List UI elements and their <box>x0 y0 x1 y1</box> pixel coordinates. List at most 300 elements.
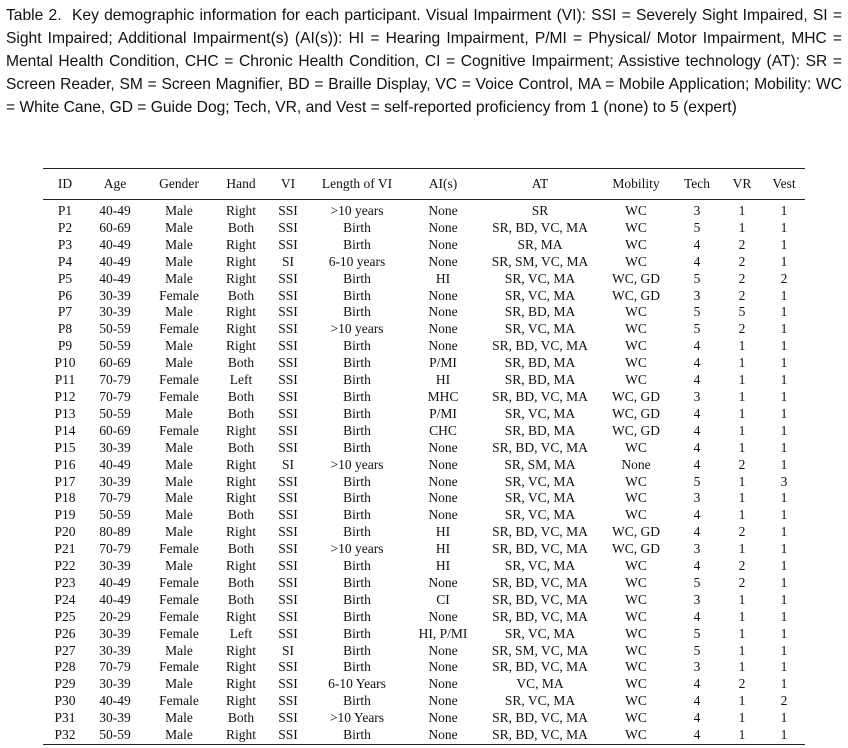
table-cell: SSI <box>278 219 298 235</box>
table-cell: Right <box>225 490 256 506</box>
table-cell: Birth <box>343 236 371 252</box>
table-cell: 30-39 <box>99 473 131 489</box>
table-row <box>43 490 805 507</box>
table-cell: Left <box>229 372 253 388</box>
table-cell: Birth <box>343 574 371 590</box>
header-row <box>43 169 805 200</box>
table-header <box>43 169 805 200</box>
table-cell: 1 <box>780 203 788 218</box>
table-cell: 3 <box>693 659 701 675</box>
table-cell: 1 <box>780 422 788 438</box>
table-cell: 1 <box>780 287 788 303</box>
table-cell: WC <box>625 608 647 624</box>
table-cell: SI <box>281 456 294 472</box>
table-cell: WC <box>625 253 647 269</box>
table-cell: 2 <box>738 574 746 590</box>
table-cell: P14 <box>54 422 76 438</box>
table-cell: P/MI <box>429 355 457 371</box>
table-cell: P11 <box>54 372 76 388</box>
table-cell: None <box>428 676 458 692</box>
table-cell: HI <box>435 372 451 388</box>
table-row <box>43 524 805 541</box>
table-cell: 1 <box>780 727 788 743</box>
table-cell: 1 <box>780 439 788 455</box>
table-cell: 60-69 <box>99 355 131 371</box>
table-cell: Birth <box>343 473 371 489</box>
table-cell: 1 <box>738 727 746 743</box>
table-cell: WC <box>625 304 647 320</box>
table-cell: 4 <box>693 439 701 455</box>
table-cell: SR, VC, MA <box>504 287 576 303</box>
table-cell: Both <box>227 355 255 371</box>
table-cell: 2 <box>738 321 746 337</box>
table-cell: 40-49 <box>99 693 131 709</box>
table-cell: Right <box>225 422 256 438</box>
table-row <box>43 423 805 440</box>
table-cell: WC <box>625 507 647 523</box>
table-row <box>43 440 805 457</box>
table-cell: 1 <box>738 219 746 235</box>
table-cell: SR, VC, MA <box>504 473 576 489</box>
table-cell: 60-69 <box>99 422 131 438</box>
table-row <box>43 558 805 575</box>
table-cell: None <box>428 203 458 218</box>
table-cell: 3 <box>693 388 701 404</box>
table-cell: SR, BD, MA <box>504 372 576 388</box>
table-cell: Male <box>165 524 193 540</box>
table-row <box>43 372 805 389</box>
table-cell: 20-29 <box>99 608 131 624</box>
table-cell: 1 <box>738 439 746 455</box>
table-cell: None <box>428 473 458 489</box>
table-cell: None <box>428 710 458 726</box>
table-cell: Female <box>159 372 199 388</box>
table-cell: 2 <box>738 287 746 303</box>
table-cell: 1 <box>738 659 746 675</box>
table-cell: Male <box>165 338 193 354</box>
table-cell: P20 <box>54 524 76 540</box>
column-header: Tech <box>683 176 711 191</box>
table-cell: P5 <box>57 270 73 286</box>
table-cell: 70-79 <box>99 490 131 506</box>
table-cell: SSI <box>278 625 298 641</box>
table-cell: WC <box>625 710 647 726</box>
table-cell: 1 <box>780 710 788 726</box>
table-cell: Right <box>225 727 256 743</box>
table-cell: SSI <box>278 338 298 354</box>
table-cell: Birth <box>343 355 371 371</box>
table-cell: SSI <box>278 490 298 506</box>
table-cell: 30-39 <box>99 642 131 658</box>
table-cell: HI <box>435 524 451 540</box>
table-row <box>43 254 805 271</box>
table-cell: WC, GD <box>612 524 660 540</box>
table-cell: SR, SM, VC, MA <box>491 253 589 269</box>
table-cell: P28 <box>54 659 76 675</box>
table-row <box>43 457 805 474</box>
table-cell: 1 <box>780 405 788 421</box>
table-cell: None <box>428 338 458 354</box>
table-cell: 50-59 <box>99 321 131 337</box>
table-cell: SSI <box>278 608 298 624</box>
column-header: Mobility <box>612 176 660 191</box>
table-cell: Birth <box>343 558 371 574</box>
table-cell: None <box>428 727 458 743</box>
table-cell: 1 <box>738 422 746 438</box>
table-cell: P13 <box>54 405 76 421</box>
caption-text: Key demographic information for each participant. Visual Impairment (VI): SSI = Severely Sight Impaired, SI = Sight Impaired; Additional Impairment(s) (AI(s)): HI = Hearing Impairment, P/MI = Physical/ Motor Impairment, MHC = Mental Health Condition, CHC = Chronic Health Condition, CI = Cognitive Impairment; Assistive technology (AT): SR = Screen Reader, SM = Screen Magnifier, BD = Braille Display, VC = Voice Control, MA = Mobile Application; Mobility: WC = White Cane, GD = Guide Dog; Tech, VR, and Vest = self-reported proficiency from 1 (none) to 5 (expert) <box>6 7 842 116</box>
table-cell: WC <box>625 338 647 354</box>
table-cell: WC, GD <box>612 541 660 557</box>
table-cell: Right <box>225 558 256 574</box>
table-cell: SR, BD, VC, MA <box>492 591 588 607</box>
table-row <box>43 355 805 372</box>
table-cell: 4 <box>693 710 701 726</box>
table-cell: 3 <box>693 203 701 218</box>
table-cell: WC, GD <box>612 405 660 421</box>
table-cell: Female <box>159 693 199 709</box>
table-cell: SR, BD, VC, MA <box>492 439 588 455</box>
table-cell: SR, BD, VC, MA <box>492 338 588 354</box>
table-cell: P1 <box>57 203 73 218</box>
table-cell: Right <box>225 203 256 218</box>
table-cell: 70-79 <box>99 372 131 388</box>
table-cell: Right <box>225 642 256 658</box>
table-cell: SSI <box>278 304 298 320</box>
table-cell: Both <box>227 541 255 557</box>
table-cell: SR, BD, MA <box>504 355 576 371</box>
table-cell: Birth <box>343 507 371 523</box>
table-cell: 1 <box>738 693 746 709</box>
table-row <box>43 304 805 321</box>
table-cell: P2 <box>57 219 73 235</box>
table-cell: Birth <box>343 524 371 540</box>
table-cell: WC <box>625 219 647 235</box>
table-cell: None <box>428 253 458 269</box>
table-cell: Male <box>165 473 193 489</box>
table-cell: >10 years <box>330 541 384 557</box>
table-cell: >10 years <box>330 321 384 337</box>
table-cell: Right <box>225 270 256 286</box>
table-cell: SSI <box>278 388 298 404</box>
column-header: VI <box>280 176 296 191</box>
table-row <box>43 271 805 288</box>
table-cell: 1 <box>780 625 788 641</box>
table-cell: Male <box>165 676 193 692</box>
table-caption <box>6 4 842 119</box>
table-cell: Birth <box>343 372 371 388</box>
table-cell: Birth <box>343 591 371 607</box>
table-cell: 1 <box>780 388 788 404</box>
table-cell: Birth <box>343 422 371 438</box>
table-cell: 1 <box>780 321 788 337</box>
table-row <box>43 389 805 406</box>
table-cell: 4 <box>693 422 701 438</box>
table-cell: Male <box>165 236 193 252</box>
table-cell: 4 <box>693 524 701 540</box>
table-cell: WC <box>625 676 647 692</box>
table-cell: 2 <box>738 676 746 692</box>
table-cell: Birth <box>343 338 371 354</box>
table-cell: 70-79 <box>99 388 131 404</box>
table-cell: SR, VC, MA <box>504 693 576 709</box>
table-cell: SR, BD, VC, MA <box>492 524 588 540</box>
table-cell: 3 <box>693 541 701 557</box>
table-cell: 4 <box>693 236 701 252</box>
table-cell: 4 <box>693 558 701 574</box>
table-cell: SI <box>281 642 294 658</box>
table-cell: 1 <box>780 642 788 658</box>
column-header: AI(s) <box>428 176 458 191</box>
table-cell: SSI <box>278 422 298 438</box>
table-cell: 4 <box>693 355 701 371</box>
table-cell: WC, GD <box>612 287 660 303</box>
table-cell: SSI <box>278 727 298 743</box>
table-cell: 3 <box>693 287 701 303</box>
table-cell: 1 <box>780 608 788 624</box>
table-row <box>43 474 805 491</box>
table-cell: 4 <box>693 456 701 472</box>
table-cell: 1 <box>738 473 746 489</box>
table-row <box>43 200 805 220</box>
table-cell: Right <box>225 608 256 624</box>
table-cell: Female <box>159 422 199 438</box>
table-row <box>43 659 805 676</box>
table-cell: Birth <box>343 304 371 320</box>
table-cell: 1 <box>738 405 746 421</box>
table-cell: WC <box>625 355 647 371</box>
table-cell: 40-49 <box>99 203 131 218</box>
table-cell: 3 <box>780 473 788 489</box>
table-cell: WC <box>625 203 647 218</box>
table-cell: SR, BD, VC, MA <box>492 608 588 624</box>
table-cell: 1 <box>780 456 788 472</box>
table-row <box>43 237 805 254</box>
table-cell: Right <box>225 321 256 337</box>
table-cell: SR, BD, VC, MA <box>492 659 588 675</box>
table-row <box>43 676 805 693</box>
table-row <box>43 710 805 727</box>
table-cell: Both <box>227 439 255 455</box>
table-cell: None <box>428 490 458 506</box>
table-cell: 30-39 <box>99 558 131 574</box>
table-cell: Male <box>165 558 193 574</box>
table-cell: SR, BD, VC, MA <box>492 541 588 557</box>
table-cell: Both <box>227 591 255 607</box>
table-cell: SI <box>281 253 294 269</box>
table-cell: SR, VC, MA <box>504 558 576 574</box>
table-cell: Male <box>165 642 193 658</box>
table-cell: 2 <box>780 270 788 286</box>
table-cell: 80-89 <box>99 524 131 540</box>
table-cell: SSI <box>278 321 298 337</box>
table-cell: WC, GD <box>612 388 660 404</box>
table-row <box>43 575 805 592</box>
table-cell: 1 <box>780 355 788 371</box>
table-cell: None <box>428 236 458 252</box>
table-cell: SR, SM, VC, MA <box>491 642 589 658</box>
table-row <box>43 507 805 524</box>
table-cell: 1 <box>780 574 788 590</box>
table-cell: Both <box>227 710 255 726</box>
table-cell: 1 <box>780 490 788 506</box>
table-cell: SR, BD, VC, MA <box>492 219 588 235</box>
table-cell: 30-39 <box>99 710 131 726</box>
table-cell: 5 <box>693 304 701 320</box>
table-cell: SSI <box>278 524 298 540</box>
table-cell: None <box>428 456 458 472</box>
table-cell: SSI <box>278 287 298 303</box>
table-cell: 70-79 <box>99 541 131 557</box>
table-cell: 5 <box>693 625 701 641</box>
column-header: Gender <box>159 176 199 191</box>
table-row <box>43 321 805 338</box>
table-cell: Birth <box>343 219 371 235</box>
table-cell: WC <box>625 473 647 489</box>
table-cell: Male <box>165 507 193 523</box>
table-cell: WC <box>625 693 647 709</box>
table-cell: None <box>428 507 458 523</box>
table-cell: Birth <box>343 659 371 675</box>
table-cell: HI <box>435 541 451 557</box>
table-cell: Birth <box>343 270 371 286</box>
table-cell: P30 <box>54 693 76 709</box>
table-cell: WC <box>625 727 647 743</box>
table-cell: SR <box>531 203 549 218</box>
table-cell: P32 <box>54 727 76 743</box>
table-body <box>43 200 805 745</box>
table-cell: 2 <box>780 693 788 709</box>
table-cell: 60-69 <box>99 219 131 235</box>
table-cell: >10 years <box>330 456 384 472</box>
table-cell: Both <box>227 405 255 421</box>
table-cell: Female <box>159 574 199 590</box>
table-cell: None <box>428 608 458 624</box>
table-cell: SR, VC, MA <box>504 490 576 506</box>
table-cell: Both <box>227 287 255 303</box>
table-cell: 4 <box>693 727 701 743</box>
table-cell: Right <box>225 338 256 354</box>
table-cell: None <box>428 287 458 303</box>
table-cell: Both <box>227 507 255 523</box>
table-cell: 2 <box>738 253 746 269</box>
table-cell: 1 <box>738 625 746 641</box>
column-header: ID <box>57 176 73 191</box>
table-cell: Right <box>225 473 256 489</box>
table-cell: WC <box>625 625 647 641</box>
table-cell: WC <box>625 321 647 337</box>
table-cell: Male <box>165 219 193 235</box>
table-cell: Male <box>165 727 193 743</box>
table-cell: 70-79 <box>99 659 131 675</box>
table-cell: Right <box>225 659 256 675</box>
table-cell: P25 <box>54 608 76 624</box>
table-cell: 5 <box>693 642 701 658</box>
table-cell: SSI <box>278 439 298 455</box>
table-cell: SR, VC, MA <box>504 405 576 421</box>
table-cell: Both <box>227 219 255 235</box>
table-cell: 2 <box>738 524 746 540</box>
table-cell: P6 <box>57 287 73 303</box>
table-cell: P/MI <box>429 405 457 421</box>
table-cell: None <box>428 659 458 675</box>
table-cell: SR, VC, MA <box>504 270 576 286</box>
column-header: Vest <box>772 176 796 191</box>
table-cell: SSI <box>278 270 298 286</box>
table-cell: >10 Years <box>329 710 385 726</box>
table-cell: 1 <box>780 372 788 388</box>
table-cell: WC <box>625 372 647 388</box>
table-cell: Male <box>165 253 193 269</box>
table-cell: SR, BD, MA <box>504 422 576 438</box>
table-cell: None <box>428 219 458 235</box>
table-cell: SSI <box>278 203 298 218</box>
table-cell: 1 <box>780 676 788 692</box>
table-cell: 1 <box>780 219 788 235</box>
table-cell: P21 <box>54 541 76 557</box>
demographics-table <box>43 168 805 745</box>
table-cell: 5 <box>693 219 701 235</box>
table-cell: SSI <box>278 659 298 675</box>
table-cell: P4 <box>57 253 73 269</box>
table-cell: None <box>428 439 458 455</box>
table-cell: WC <box>625 439 647 455</box>
table-cell: Birth <box>343 693 371 709</box>
table-cell: P23 <box>54 574 76 590</box>
table-cell: WC <box>625 659 647 675</box>
table-cell: 30-39 <box>99 439 131 455</box>
table-cell: 1 <box>738 338 746 354</box>
table-cell: SR, BD, VC, MA <box>492 727 588 743</box>
table-cell: Right <box>225 253 256 269</box>
table-cell: SR, BD, VC, MA <box>492 574 588 590</box>
table-cell: Right <box>225 693 256 709</box>
table-cell: SSI <box>278 355 298 371</box>
table-cell: MHC <box>427 388 459 404</box>
table-cell: Right <box>225 676 256 692</box>
table-cell: P9 <box>57 338 73 354</box>
table-cell: 30-39 <box>99 287 131 303</box>
table-cell: 1 <box>780 541 788 557</box>
table-cell: CHC <box>429 422 457 438</box>
table-row <box>43 693 805 710</box>
table-cell: WC <box>625 574 647 590</box>
table-cell: 1 <box>738 591 746 607</box>
table-cell: Right <box>225 524 256 540</box>
table-cell: None <box>428 642 458 658</box>
table-cell: 1 <box>780 558 788 574</box>
table-cell: Female <box>159 608 199 624</box>
table-cell: SSI <box>278 558 298 574</box>
table-cell: 4 <box>693 372 701 388</box>
table-cell: Birth <box>343 625 371 641</box>
table-cell: Right <box>225 304 256 320</box>
table-cell: 40-49 <box>99 574 131 590</box>
table-cell: HI <box>435 558 451 574</box>
table-cell: P15 <box>54 439 76 455</box>
table-cell: 5 <box>693 473 701 489</box>
table-cell: 40-49 <box>99 456 131 472</box>
table-row <box>43 592 805 609</box>
table-cell: WC, GD <box>612 270 660 286</box>
table-cell: 6-10 Years <box>328 676 386 692</box>
table-cell: CI <box>436 591 450 607</box>
table-cell: SR, BD, MA <box>504 304 576 320</box>
table-cell: 1 <box>738 355 746 371</box>
table-row <box>43 338 805 355</box>
table-cell: Male <box>165 456 193 472</box>
table-cell: P17 <box>54 473 76 489</box>
